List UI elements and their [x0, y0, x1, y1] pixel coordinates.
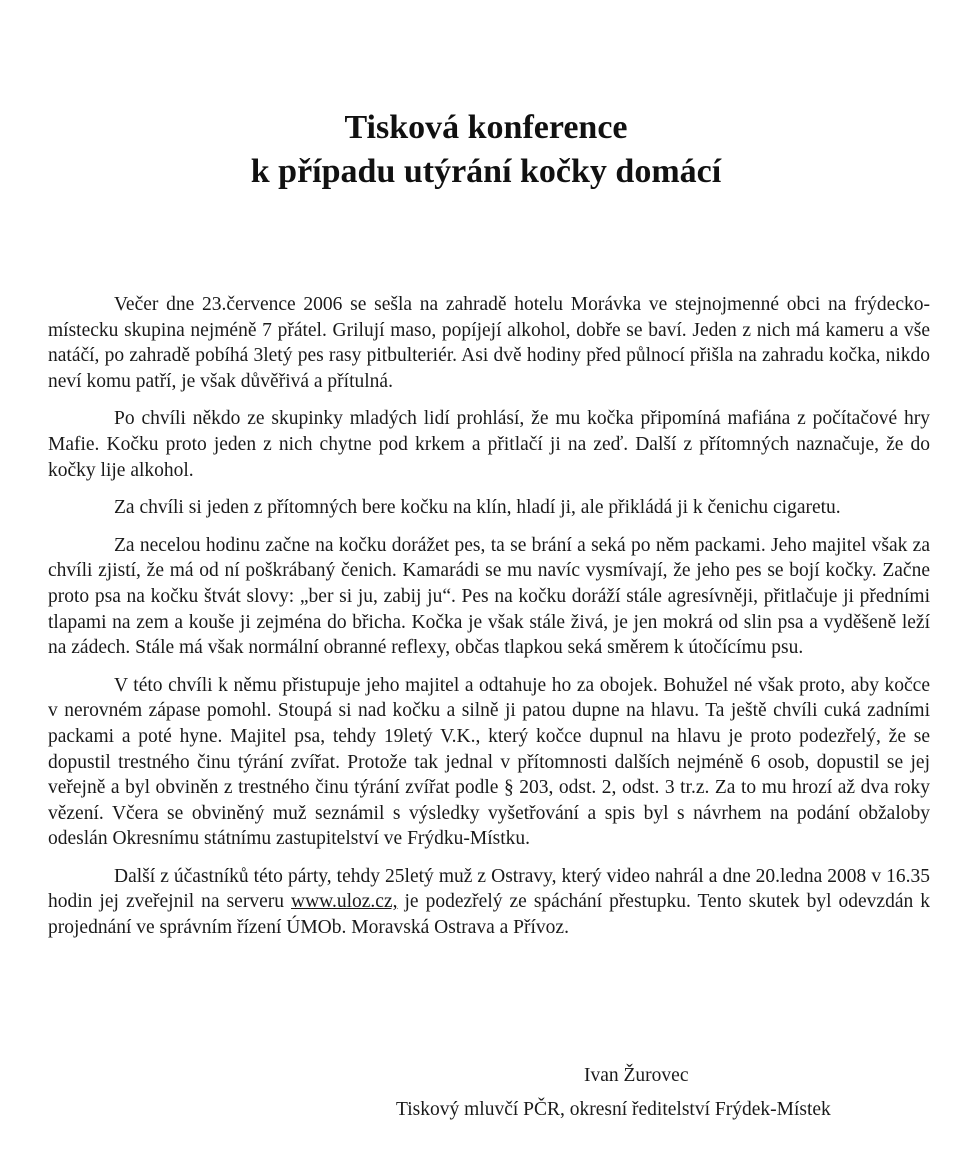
- paragraph-6-text-after: je podezřelý ze spáchání přestupku. Tento skutek byl odevzdán k projednání ve správním řízení ÚMOb. Moravská Ostrava a Přívoz.: [48, 891, 930, 939]
- paragraph-4: Za necelou hodinu začne na kočku dorážet pes, ta se brání a seká po něm packami. Jeho majitel však za chvíli zjistí, že má od ní poškrábaný čenich. Kamarádi se mu navíc vysmívají, že jeho pes se bojí kočky. Začne proto psa na kočku štvát slovy: „ber si ju, zabij ju“. Pes na kočku doráží stále agresívněji, přitlačuje ji předními tlapami na zem a kouše ji zejména do břicha. Kočka je však stále živá, je jen mokrá od slin psa a vyděšeně leží na zádech. Stále má však normální obranné reflexy, občas tlapkou seká směrem k útočícímu psu.: [48, 534, 930, 659]
- paragraph-5: V této chvíli k němu přistupuje jeho majitel a odtahuje ho za obojek. Bohužel né však proto, aby kočce v nerovném zápase pomohl. Stoupá si nad kočku a silně ji patou dupne na hlavu. Ta ještě chvíli cuká zadními packami a poté hyne. Majitel psa, tehdy 19letý V.K., který kočce dupnul na hlavu je proto podezřelý, že se dopustil trestného činu týrání zvířat. Protože tak jednal v přítomnosti dalších nejméně 6 osob, dopustil se jej veřejně a byl obviněn z trestného činu týrání zvířat podle § 203, odst. 2, odst. 3 tr.z. Za to mu hrozí až dva roky vězení. Včera se obviněný muž seznámil s výsledky vyšetřování a spis byl s návrhem na podání obžaloby odeslán Okresnímu státnímu zastupitelství ve Frýdku-Místku.: [48, 674, 930, 850]
- title-line-1: Tisková konference: [344, 109, 628, 146]
- server-link[interactable]: www.uloz.cz,: [291, 891, 398, 913]
- signature-role: Tiskový mluvčí PČR, okresní ředitelství Frýdek-Místek: [396, 1099, 831, 1120]
- paragraph-6-text-before: Další z účastníků této párty, tehdy 25letý muž z Ostravy, který video nahrál a dne 20.ledna 2008 v 16.35 hodin jej zveřejnil na serveru: [48, 865, 930, 913]
- title-line-2: k případu utýrání kočky domácí: [250, 153, 722, 190]
- document-body: [48, 292, 930, 941]
- paragraph-3: Za chvíli si jeden z přítomných bere kočku na klín, hladí ji, ale přikládá ji k čenichu cigaretu.: [114, 497, 841, 519]
- paragraph-2: Po chvíli někdo ze skupinky mladých lidí prohlásí, že mu kočka připomíná mafiána z počítačové hry Mafie. Kočku proto jeden z nich chytne pod krkem a přitlačí ji na zeď. Další z přítomných naznačuje, že do kočky lije alkohol.: [48, 408, 930, 481]
- paragraph-1: Večer dne 23.července 2006 se sešla na zahradě hotelu Morávka ve stejnojmenné obci na frýdecko-místecku skupina nejméně 7 přátel. Grilují maso, popíjejí alkohol, dobře se baví. Jeden z nich má kameru a vše natáčí, po zahradě pobíhá 3letý pes rasy pitbulteriér. Asi dvě hodiny před půlnocí přišla na zahradu kočka, nikdo neví komu patří, je však důvěřivá a přítulná.: [48, 294, 930, 392]
- signature-name: Ivan Žurovec: [584, 1065, 689, 1086]
- paragraph-6: [48, 864, 930, 941]
- document-title: [0, 106, 972, 194]
